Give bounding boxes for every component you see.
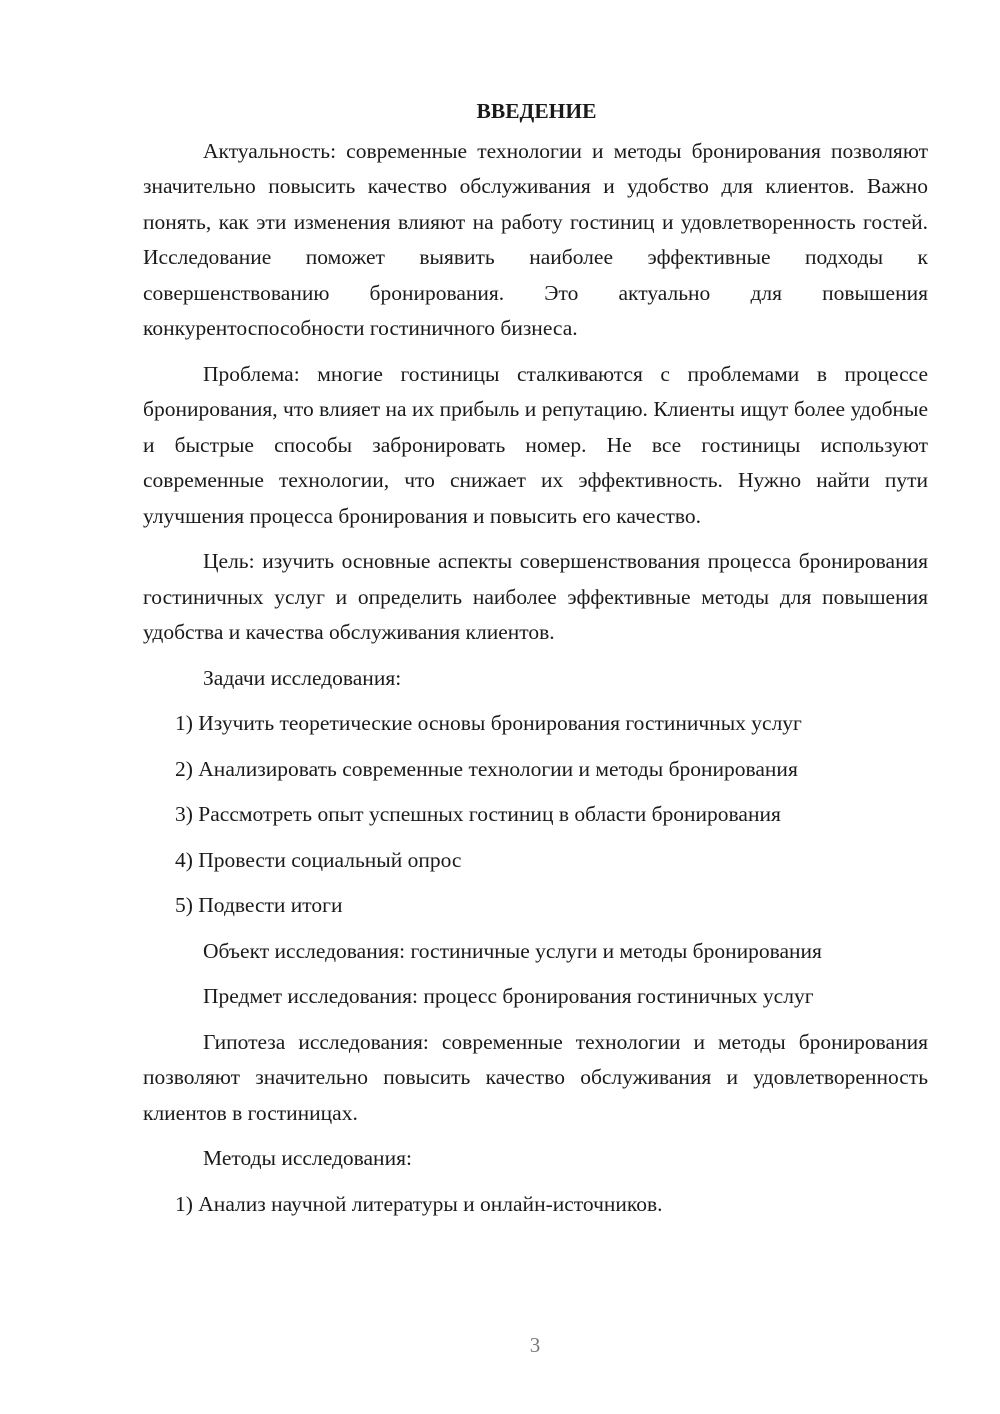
task-item: 3) Рассмотреть опыт успешных гостиниц в области бронирования xyxy=(175,802,781,826)
page-number: 3 xyxy=(529,1333,541,1357)
task-item: 2) Анализировать современные технологии и методы бронирования xyxy=(175,756,798,781)
page-title: ВВЕДЕНИЕ xyxy=(476,99,597,123)
relevance-paragraph: Актуальность: современные технологии и методы бронирования позволяют значительно повысить качество обслуживания и удобство для клиентов. Важно понять, как эти изменения влияют на работу гостиниц и удовлетворенность гостей. Исследование поможет выявить наиболее эффективные подходы к совершенствованию бронирования. Это актуально для повышения конкурентоспособности гостиничного бизнеса. xyxy=(143,138,928,340)
subject-line: Предмет исследования: процесс бронирования гостиничных услуг xyxy=(203,984,814,1008)
goal-paragraph: Цель: изучить основные аспекты совершенствования процесса бронирования гостиничных услуг и определить наиболее эффективные методы для повышения удобства и качества обслуживания клиентов. xyxy=(143,549,928,644)
task-item: 1) Изучить теоретические основы бронирования гостиничных услуг xyxy=(175,711,802,735)
page-body xyxy=(143,94,928,1232)
tasks-title: Задачи исследования: xyxy=(203,665,402,690)
hypothesis-paragraph: Гипотеза исследования: современные технологии и методы бронирования позволяют значительно повысить качество обслуживания и удовлетворенность клиентов в гостиницах. xyxy=(143,1029,928,1125)
task-item: 4) Провести социальный опрос xyxy=(175,847,462,872)
method-item: 1) Анализ научной литературы и онлайн-источников. xyxy=(175,1191,663,1216)
problem-paragraph: Проблема: многие гостиницы сталкиваются с проблемами в процессе бронирования, что влияет на их прибыль и репутацию. Клиенты ищут более удобные и быстрые способы забронировать номер. Не все гостиницы используют современные технологии, что снижает их эффективность. Нужно найти пути улучшения процесса бронирования и повысить его качество. xyxy=(143,361,928,528)
task-item: 5) Подвести итоги xyxy=(175,893,343,917)
object-line: Объект исследования: гостиничные услуги и методы бронирования xyxy=(203,938,822,963)
methods-title: Методы исследования: xyxy=(203,1146,412,1170)
